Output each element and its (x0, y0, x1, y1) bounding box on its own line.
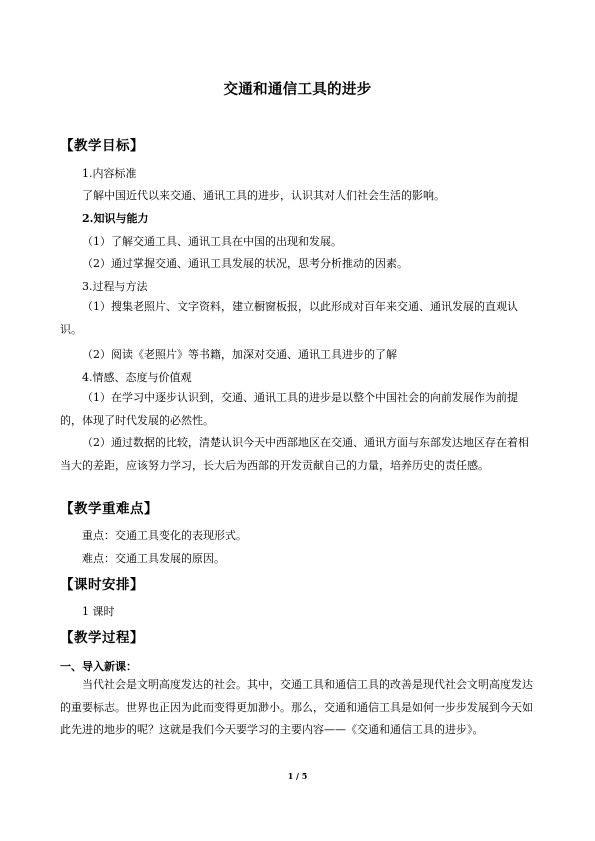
heading-teaching-process: 【教学过程】 (60, 630, 144, 646)
goal-3-p1: （1）搜集老照片、文字资料，建立橱窗板报，以此形成对百年来交通、通讯发展的直观认识。 (60, 300, 518, 336)
heading-schedule: 【课时安排】 (60, 577, 144, 593)
heading-teaching-goals: 【教学目标】 (60, 138, 144, 154)
goal-4-title: 4.情感、态度与价值观 (82, 371, 192, 384)
schedule-hours: 1 课时 (82, 605, 115, 618)
goal-3-title: 3.过程与方法 (82, 280, 148, 293)
goal-3-p2: （2）阅读《老照片》等书籍，加深对交通、通讯工具进步的了解 (82, 348, 397, 361)
goal-2-title: 2.知识与能力 (82, 212, 149, 225)
goal-1-text: 了解中国近代以来交通、通讯工具的进步，认识其对人们社会生活的影响。 (82, 189, 445, 202)
goal-4-p2: （2）通过数据的比较，清楚认识今天中西部地区在交通、通讯方面与东部发达地区存在着相当大的差距，应该努力学习，长大后为西部的开发贡献自己的力量，培养历史的责任感。 (60, 436, 529, 472)
process-intro-text: 当代社会是文明高度发达的社会。其中，交通工具和通信工具的改善是现代社会文明高度发达的重要标志。世界也正因为此而变得更加渺小。那么，交通和通信工具是如何一步步发展到今天如此先进的地步的呢？这就是我们今天要学习的主要内容——《交通和通信工具的进步》。 (60, 678, 533, 736)
goal-2-p1: （1）了解交通工具、通讯工具在中国的出现和发展。 (82, 235, 342, 248)
heading-key-points: 【教学重难点】 (60, 501, 158, 517)
key-difficulty: 难点：交通工具发展的原因。 (82, 552, 225, 565)
page-title: 交通和通信工具的进步 (223, 81, 372, 98)
goal-4-p1: （1）在学习中逐步认识到，交通、通讯工具的进步是以整个中国社会的向前发展作为前提的，体现了时代发展的必然性。 (60, 391, 518, 427)
goal-1-title: 1.内容标准 (82, 167, 137, 180)
process-intro-label: 一、导入新课： (60, 660, 137, 673)
page-number: 1 / 5 (287, 771, 308, 781)
key-focus: 重点：交通工具变化的表现形式。 (82, 529, 247, 542)
goal-2-p2: （2）通过掌握交通、通讯工具发展的状况，思考分析推动的因素。 (82, 257, 408, 270)
